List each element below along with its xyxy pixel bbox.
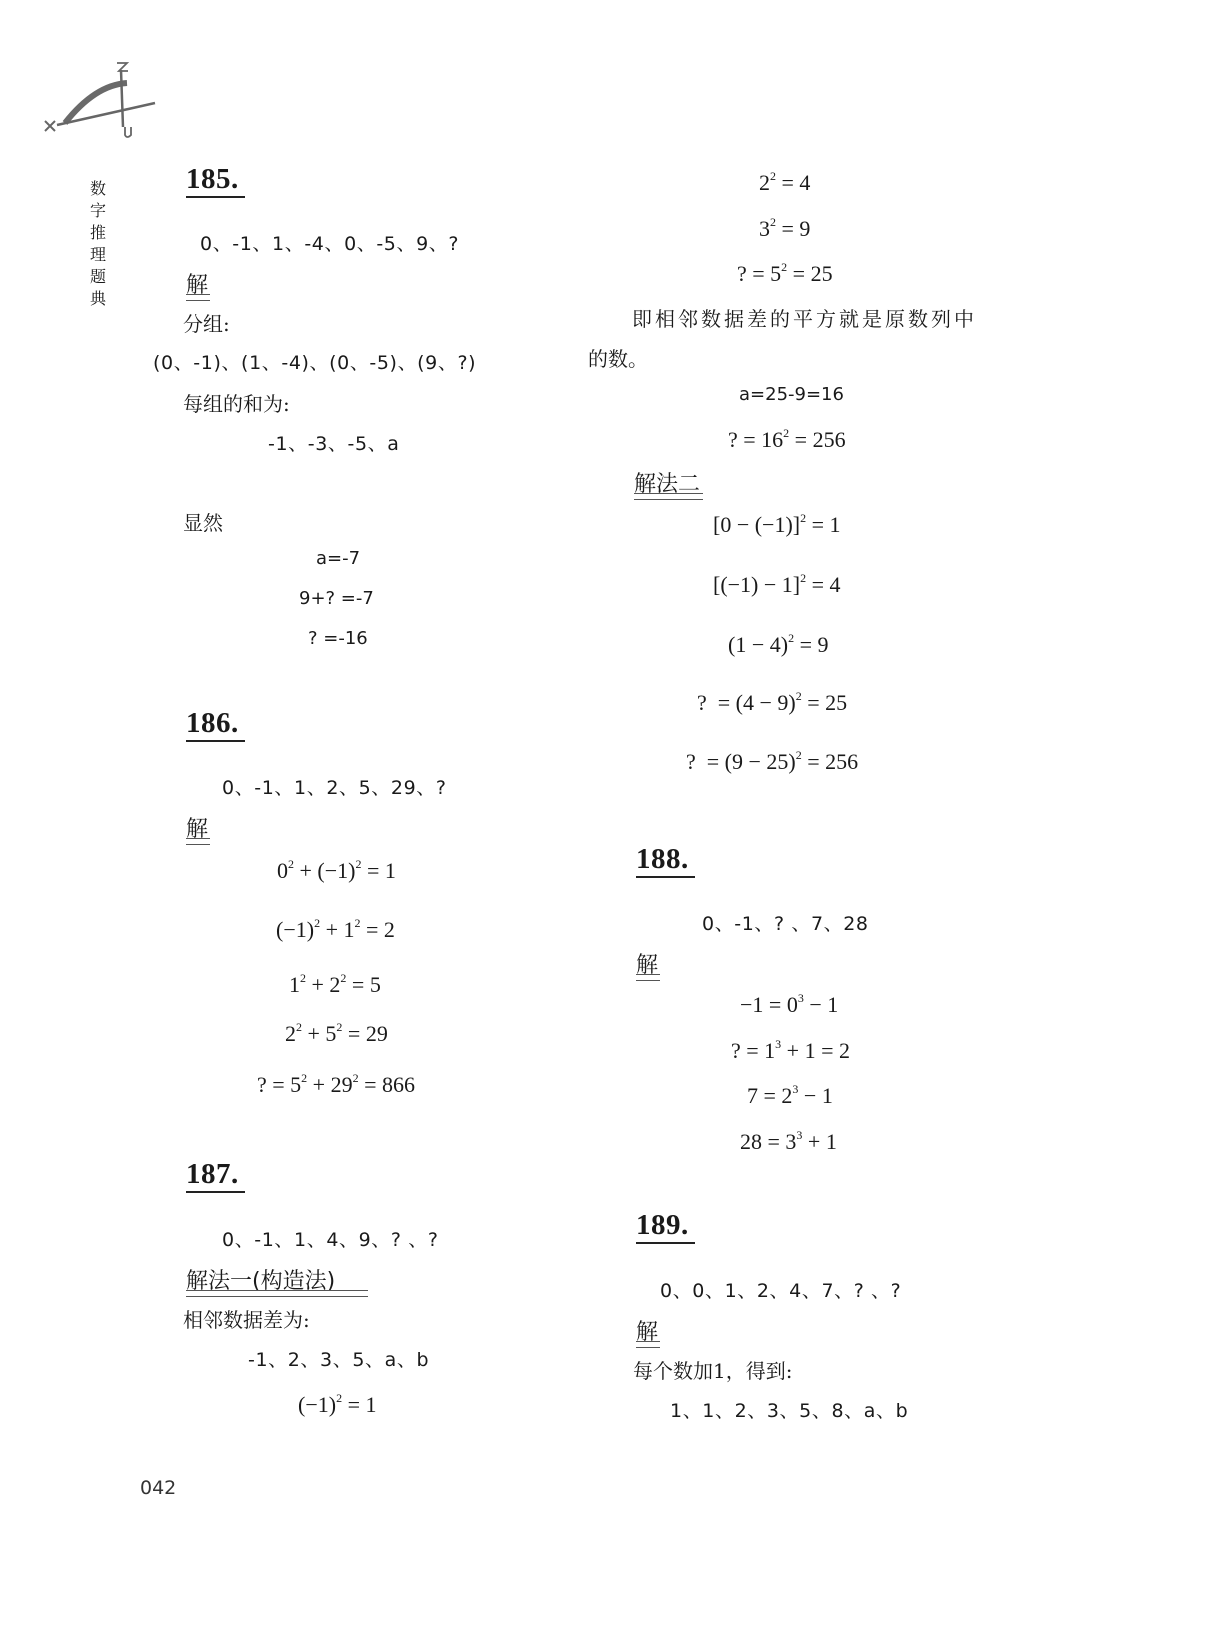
groups-line: (0、-1)、(1、-4)、(0、-5)、(9、?) [153,352,477,374]
equation: $1^2 + 2^2 = 5$ [289,971,381,997]
label-underline [636,1341,660,1348]
problem-187-sequence: 0、-1、1、4、9、? 、? [222,1229,439,1251]
method-two-label: 解法二 [634,472,701,497]
text-line: 相邻数据差为: [183,1308,310,1332]
equation: $2^2 + 5^2 = 29$ [285,1020,388,1046]
side-title [88,178,108,310]
problem-185-sequence: 0、-1、1、-4、0、-5、9、? [200,233,460,255]
equation: $7 = 2^3 - 1$ [747,1082,833,1108]
number-underline [186,196,245,198]
problem-189-sequence-2: 1、1、2、3、5、8、a、b [670,1400,909,1422]
number-underline [636,1242,695,1244]
text-line: 即相邻数据差的平方就是原数列中 [632,307,977,331]
side-char: 推 [89,223,106,242]
side-char: 题 [89,267,106,286]
equation: $(-1)^2 = 1$ [298,1391,377,1417]
solution-label: 解 [636,953,659,978]
diffs-line: -1、2、3、5、a、b [248,1349,430,1371]
equation: $0^2 + (-1)^2 = 1$ [277,857,396,883]
problem-189-number: 189. [636,1209,689,1241]
equation: $[0 - (-1)]^2 = 1$ [713,511,841,537]
side-char: 字 [89,201,106,220]
side-char: 数 [89,179,106,198]
label-underline [636,974,660,981]
problem-189-sequence: 0、0、1、2、4、7、? 、? [660,1280,902,1302]
equation: $[(-1) - 1]^2 = 4$ [713,571,841,597]
text-line: 的数。 [588,347,648,371]
solution-label: 解 [636,1320,659,1345]
side-char: 典 [89,289,106,308]
problem-187-number: 187. [186,1158,239,1190]
equation: $-1 = 0^3 - 1$ [740,991,839,1017]
text-line: 显然 [183,511,223,535]
equation: ? = $16^2 = 256$ [728,426,846,452]
equation: ? = $5^2 = 25$ [737,260,833,286]
number-underline [186,740,245,742]
problem-185-number: 185. [186,163,239,195]
equation: ? = $(4 - 9)^2 = 25$ [697,689,848,715]
equation: $3^2 = 9$ [759,215,811,241]
equation: ? = $(9 - 25)^2 = 256$ [686,748,859,774]
equation: 9+? =-7 [299,588,374,609]
equation: $28 = 3^3 + 1$ [740,1128,837,1154]
equation: ? = $1^3 + 1 = 2$ [731,1037,850,1063]
page-number: 042 [140,1477,177,1499]
equation: $(-1)^2 + 1^2 = 2$ [276,916,395,942]
equation: ? =-16 [308,628,368,649]
equation: $(1 - 4)^2 = 9$ [728,631,829,657]
number-underline [636,876,695,878]
problem-188-number: 188. [636,843,689,875]
label-underline [634,493,703,500]
equation: ? = $5^2 + 29^2 = 866$ [257,1071,416,1097]
solution-label: 解 [186,273,209,298]
equation: $2^2 = 4$ [759,169,811,195]
problem-188-sequence: 0、-1、? 、7、28 [702,913,869,935]
problem-186-sequence: 0、-1、1、2、5、29、? [222,777,447,799]
equation: a=25-9=16 [739,384,844,405]
method-one-label: 解法一(构造法) [186,1269,336,1294]
text-line: 每个数加1，得到: [633,1359,793,1383]
label-underline [186,294,210,301]
problem-186-number: 186. [186,707,239,739]
side-char: 理 [89,245,106,264]
solution-label: 解 [186,817,209,842]
number-underline [186,1191,245,1193]
equation: a=-7 [316,548,361,569]
sums-line: -1、-3、-5、a [268,433,400,455]
axis-logo [35,55,165,145]
text-line: 分组: [183,312,230,336]
label-underline [186,1290,368,1297]
text-line: 每组的和为: [183,392,290,416]
label-underline [186,838,210,845]
